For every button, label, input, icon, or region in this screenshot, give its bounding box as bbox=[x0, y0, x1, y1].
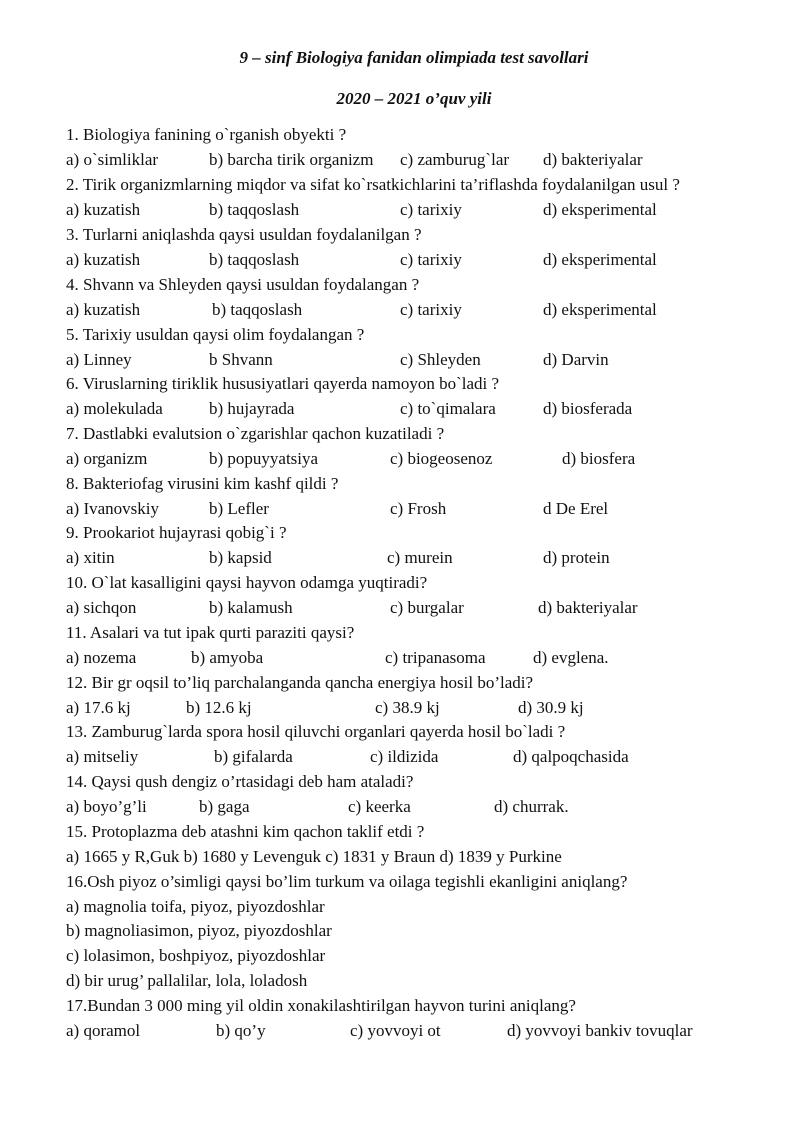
q4-option-b: b) taqqoslash bbox=[212, 300, 303, 319]
q11-option-d: d) evglena. bbox=[533, 648, 609, 667]
q3-option-b: b) taqqoslash bbox=[209, 250, 300, 269]
q1-option-c: c) zamburug`lar bbox=[400, 150, 510, 169]
q6-option-a: a) molekulada bbox=[66, 399, 163, 418]
q16-option-c: c) lolasimon, boshpiyoz, piyozdoshlar bbox=[66, 946, 326, 965]
q3-option-c: c) tarixiy bbox=[400, 250, 462, 269]
q14-option-b: b) gaga bbox=[199, 797, 250, 816]
q16-option-d: d) bir urug’ pallalilar, lola, loladosh bbox=[66, 971, 308, 990]
q15-options: a) 1665 y R,Guk b) 1680 y Levenguk c) 1831 y Braun d) 1839 y Purkine bbox=[66, 847, 562, 866]
q7-option-d: d) biosfera bbox=[562, 449, 636, 468]
q4-option-c: c) tarixiy bbox=[400, 300, 462, 319]
question-11: 11. Asalari va tut ipak qurti paraziti qaysi? bbox=[66, 623, 355, 642]
q14-option-c: c) keerka bbox=[348, 797, 411, 816]
q7-option-b: b) popuyyatsiya bbox=[209, 449, 319, 468]
question-2: 2. Tirik organizmlarning miqdor va sifat ko`rsatkichlarini ta’riflashda foydalanilgan usul ? bbox=[66, 175, 680, 194]
q12-option-c: c) 38.9 kj bbox=[375, 698, 440, 717]
q8-option-c: c) Frosh bbox=[390, 499, 447, 518]
q13-option-b: b) gifalarda bbox=[214, 747, 293, 766]
question-12: 12. Bir gr oqsil to’liq parchalanganda qancha energiya hosil bo’ladi? bbox=[66, 673, 534, 692]
q5-option-b: b Shvann bbox=[209, 350, 273, 369]
question-16: 16.Osh piyoz o’simligi qaysi bo’lim turkum va oilaga tegishli ekanligini aniqlang? bbox=[66, 872, 628, 891]
q8-option-b: b) Lefler bbox=[209, 499, 269, 518]
q8-option-a: a) Ivanovskiy bbox=[66, 499, 160, 518]
q17-option-d: d) yovvoyi bankiv tovuqlar bbox=[507, 1021, 693, 1040]
q9-option-c: c) murein bbox=[387, 548, 453, 567]
q3-option-d: d) eksperimental bbox=[543, 250, 657, 269]
q17-option-a: a) qoramol bbox=[66, 1021, 141, 1040]
question-7: 7. Dastlabki evalutsion o`zgarishlar qachon kuzatiladi ? bbox=[66, 424, 445, 443]
q3-option-a: a) kuzatish bbox=[66, 250, 141, 269]
q12-option-a: a) 17.6 kj bbox=[66, 698, 131, 717]
question-15: 15. Protoplazma deb atashni kim qachon taklif etdi ? bbox=[66, 822, 425, 841]
q2-option-a: a) kuzatish bbox=[66, 200, 141, 219]
q17-option-c: c) yovvoyi ot bbox=[350, 1021, 441, 1040]
question-17: 17.Bundan 3 000 ming yil oldin xonakilashtirilgan hayvon turini aniqlang? bbox=[66, 996, 576, 1015]
q2-option-c: c) tarixiy bbox=[400, 200, 462, 219]
q1-option-b: b) barcha tirik organizm bbox=[209, 150, 374, 169]
question-4: 4. Shvann va Shleyden qaysi usuldan foydalangan ? bbox=[66, 275, 420, 294]
question-1: 1. Biologiya fanining o`rganish obyekti ? bbox=[66, 125, 347, 144]
q7-option-c: c) biogeosenoz bbox=[390, 449, 493, 468]
q10-option-c: c) burgalar bbox=[390, 598, 464, 617]
q12-option-d: d) 30.9 kj bbox=[518, 698, 584, 717]
q11-option-b: b) amyoba bbox=[191, 648, 264, 667]
q1-option-a: a) o`simliklar bbox=[66, 150, 159, 169]
question-10: 10. O`lat kasalligini qaysi hayvon odamga yuqtiradi? bbox=[66, 573, 428, 592]
q9-option-b: b) kapsid bbox=[209, 548, 272, 567]
q10-option-b: b) kalamush bbox=[209, 598, 293, 617]
q17-option-b: b) qo’y bbox=[216, 1021, 266, 1040]
q5-option-c: c) Shleyden bbox=[400, 350, 481, 369]
q14-option-a: a) boyo’g’li bbox=[66, 797, 147, 816]
q13-option-a: a) mitseliy bbox=[66, 747, 139, 766]
q1-option-d: d) bakteriyalar bbox=[543, 150, 643, 169]
q13-option-d: d) qalpoqchasida bbox=[513, 747, 629, 766]
question-3: 3. Turlarni aniqlashda qaysi usuldan foydalanilgan ? bbox=[66, 225, 422, 244]
question-5: 5. Tarixiy usuldan qaysi olim foydalangan ? bbox=[66, 325, 365, 344]
q10-option-a: a) sichqon bbox=[66, 598, 137, 617]
question-8: 8. Bakteriofag virusini kim kashf qildi ? bbox=[66, 474, 339, 493]
q16-option-a: a) magnolia toifa, piyoz, piyozdoshlar bbox=[66, 897, 325, 916]
q11-option-c: c) tripanasoma bbox=[385, 648, 486, 667]
q6-option-b: b) hujayrada bbox=[209, 399, 295, 418]
academic-year: 2020 – 2021 o’quv yili bbox=[336, 89, 492, 108]
question-13: 13. Zamburug`larda spora hosil qiluvchi organlari qayerda hosil bo`ladi ? bbox=[66, 722, 566, 741]
q4-option-a: a) kuzatish bbox=[66, 300, 141, 319]
q8-option-d: d De Erel bbox=[543, 499, 609, 518]
q10-option-d: d) bakteriyalar bbox=[538, 598, 638, 617]
q6-option-c: c) to`qimalara bbox=[400, 399, 496, 418]
q4-option-d: d) eksperimental bbox=[543, 300, 657, 319]
q5-option-a: a) Linney bbox=[66, 350, 132, 369]
q12-option-b: b) 12.6 kj bbox=[186, 698, 252, 717]
q6-option-d: d) biosferada bbox=[543, 399, 633, 418]
question-14: 14. Qaysi qush dengiz o’rtasidagi deb ham ataladi? bbox=[66, 772, 414, 791]
q14-option-d: d) churrak. bbox=[494, 797, 569, 816]
q16-option-b: b) magnoliasimon, piyoz, piyozdoshlar bbox=[66, 921, 332, 940]
document-title: 9 – sinf Biologiya fanidan olimpiada test savollari bbox=[239, 48, 589, 67]
q11-option-a: a) nozema bbox=[66, 648, 137, 667]
q7-option-a: a) organizm bbox=[66, 449, 148, 468]
q9-option-a: a) xitin bbox=[66, 548, 115, 567]
q13-option-c: c) ildizida bbox=[370, 747, 439, 766]
q9-option-d: d) protein bbox=[543, 548, 610, 567]
q2-option-d: d) eksperimental bbox=[543, 200, 657, 219]
q2-option-b: b) taqqoslash bbox=[209, 200, 300, 219]
question-9: 9. Prookariot hujayrasi qobig`i ? bbox=[66, 523, 287, 542]
question-6: 6. Viruslarning tiriklik hususiyatlari qayerda namoyon bo`ladi ? bbox=[66, 374, 500, 393]
q5-option-d: d) Darvin bbox=[543, 350, 609, 369]
